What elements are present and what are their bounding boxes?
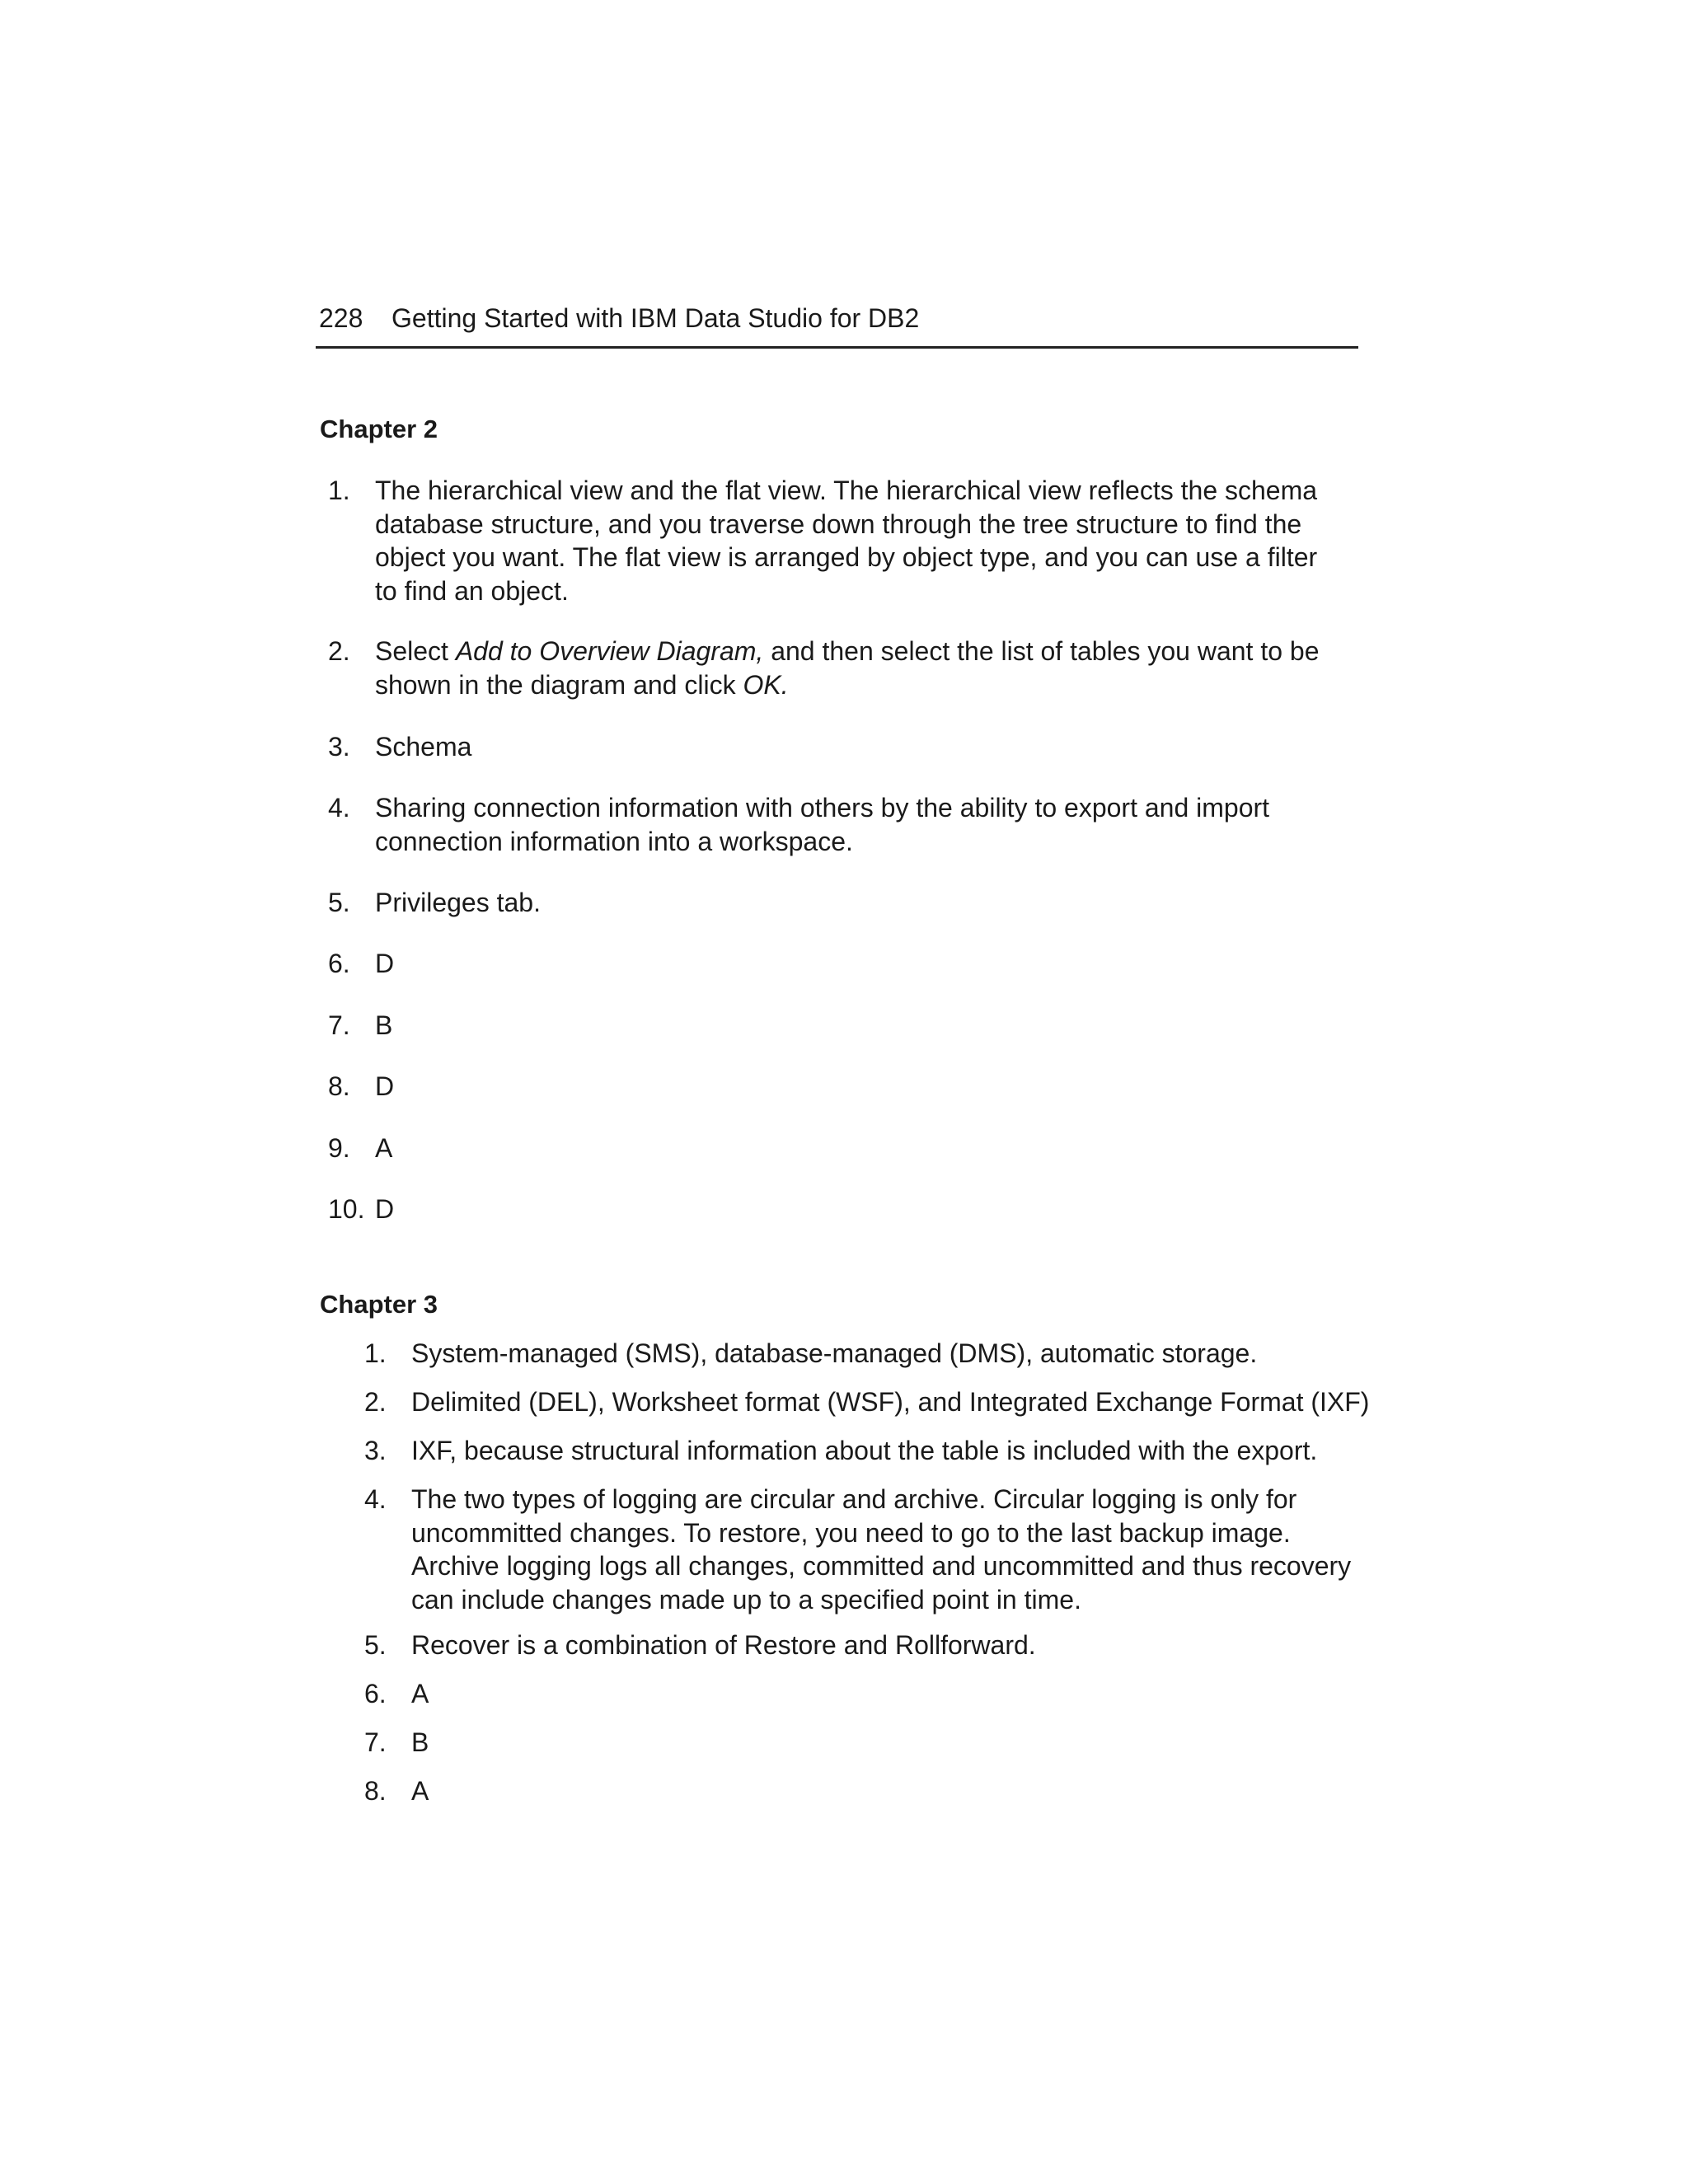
answer-number: 1.: [364, 1338, 387, 1368]
answer-number: 8.: [364, 1776, 387, 1806]
answer-text: Privileges tab.: [375, 888, 541, 917]
answer-number: 2.: [328, 636, 350, 666]
chapter-3-heading: Chapter 3: [320, 1290, 438, 1319]
answer-text: Recover is a combination of Restore and Rollforward.: [411, 1630, 1036, 1660]
answer-number: 3.: [364, 1436, 387, 1465]
answer-text: The two types of logging are circular and archive. Circular logging is only for uncommitted changes. To restore, you need to go to the last backup image. Archive logging logs all changes, committed and uncommitted and thus recovery can include changes made up to a specified point in time.: [411, 1484, 1352, 1615]
answer-number: 1.: [328, 476, 350, 505]
answer-number: 5.: [364, 1630, 387, 1660]
answer-text: A: [375, 1133, 393, 1163]
answer-text: Schema: [375, 732, 472, 762]
answer-text: B: [375, 1010, 393, 1040]
page-number: 228: [319, 303, 363, 333]
running-title: Getting Started with IBM Data Studio for DB2: [392, 303, 920, 333]
answer-number: 2.: [364, 1387, 387, 1417]
answer-number: 4.: [364, 1484, 387, 1514]
answer-number: 7.: [364, 1727, 387, 1757]
answer-text: D: [375, 949, 395, 978]
answer-emphasis: Add to Overview Diagram,: [455, 636, 764, 666]
answer-text: Delimited (DEL), Worksheet format (WSF), and Integrated Exchange Format (IXF): [411, 1387, 1370, 1417]
answer-emphasis: OK.: [743, 669, 789, 700]
answer-text: IXF, because structural information about the table is included with the export.: [411, 1436, 1318, 1465]
answer-number: 3.: [328, 732, 350, 762]
answer-text-part: and then select the list of tables you want to be shown in the diagram and click: [375, 636, 1320, 700]
chapter-2-heading: Chapter 2: [320, 415, 438, 443]
answer-number: 4.: [328, 793, 350, 823]
answer-text-part: Select: [375, 636, 456, 666]
answer-text: A: [411, 1776, 429, 1806]
answer-text: D: [375, 1194, 395, 1224]
answer-number: 6.: [328, 949, 350, 978]
answer-number: 6.: [364, 1679, 387, 1708]
answer-text: The hierarchical view and the flat view. The hierarchical view reflects the schema database structure, and you traverse down through the tree structure to find the object you want. The flat view is arranged by object type, and you can use a filter to find an object.: [375, 476, 1318, 606]
answer-text: [375, 635, 1335, 701]
answer-text: A: [411, 1679, 429, 1708]
page-header: [316, 298, 1358, 349]
answer-text: B: [411, 1727, 429, 1757]
answer-text: Sharing connection information with others by the ability to export and import connection information into a workspace.: [375, 793, 1270, 856]
answer-number: 9.: [328, 1133, 350, 1163]
answer-number: 10.: [328, 1194, 365, 1224]
answer-text: System-managed (SMS), database-managed (DMS), automatic storage.: [411, 1338, 1258, 1368]
answer-number: 7.: [328, 1010, 350, 1040]
answer-text: D: [375, 1071, 395, 1101]
answer-number: 5.: [328, 888, 350, 917]
answer-number: 8.: [328, 1071, 350, 1101]
